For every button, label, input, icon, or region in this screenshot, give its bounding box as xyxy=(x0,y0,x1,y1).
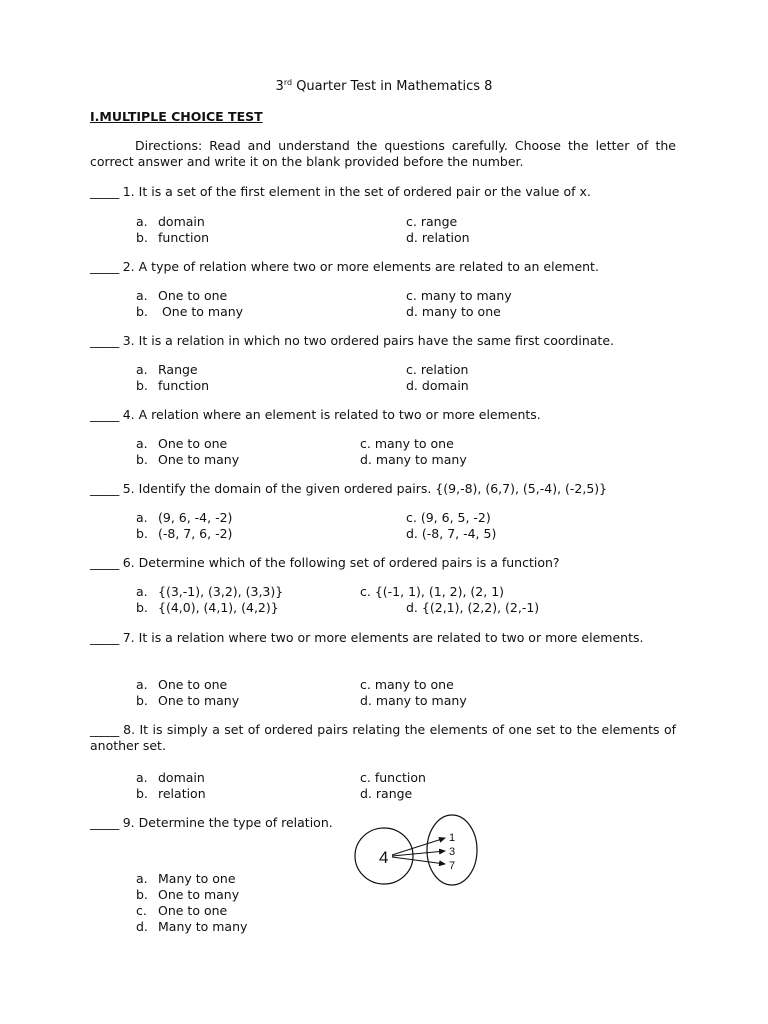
option-b: b. (-8, 7, 6, -2) xyxy=(136,526,233,541)
question-number: 8. xyxy=(123,722,136,737)
option-c: c. many to one xyxy=(360,677,454,692)
question-number: 1. xyxy=(122,184,135,199)
question-text: Identify the domain of the given ordered pairs. {(9,-8), (6,7), (5,-4), (-2,5)} xyxy=(138,481,608,496)
page-title xyxy=(0,79,768,95)
option-b: b. One to many xyxy=(136,304,244,319)
option-a: a. {(3,-1), (3,2), (3,3)} xyxy=(136,584,284,599)
directions-text: Directions: Read and understand the questions carefully. Choose the letter of the correct answer and write it on the blank provided before the number. xyxy=(90,138,676,169)
option-d: d. range xyxy=(360,786,413,801)
question-text: A relation where an element is related to two or more elements. xyxy=(138,407,541,422)
option-c: c. many to many xyxy=(406,288,512,303)
question-text: It is a set of the first element in the set of ordered pair or the value of x. xyxy=(138,184,591,199)
option-d: d. many to many xyxy=(360,452,467,467)
option-b: b. One to many xyxy=(136,693,240,708)
title-number: 3 xyxy=(275,79,284,94)
question-5 xyxy=(90,481,676,497)
answer-blank: _____ xyxy=(90,630,119,645)
answer-blank: _____ xyxy=(90,555,119,570)
question-number: 5. xyxy=(122,481,135,496)
option-d: d. (-8, 7, -4, 5) xyxy=(406,526,497,541)
option-a: a. (9, 6, -4, -2) xyxy=(136,510,233,525)
answer-blank: _____ xyxy=(90,481,119,496)
answer-blank: _____ xyxy=(90,407,119,422)
option-c: c. function xyxy=(360,770,426,785)
mapping-arrow xyxy=(392,857,445,864)
answer-blank: _____ xyxy=(90,815,119,830)
domain-element: 4 xyxy=(379,848,389,867)
range-element: 3 xyxy=(449,846,456,858)
option-b: b. function xyxy=(136,230,210,245)
option-a: a. domain xyxy=(136,214,205,229)
question-number: 6. xyxy=(122,555,135,570)
option-b: b. {(4,0), (4,1), (4,2)} xyxy=(136,600,279,615)
option-b: b. One to many xyxy=(136,452,240,467)
question-8 xyxy=(90,722,676,754)
option-a: a. One to one xyxy=(136,436,228,451)
answer-blank: _____ xyxy=(90,184,119,199)
question-number: 3. xyxy=(122,333,135,348)
option-c: c. many to one xyxy=(360,436,454,451)
question-text: Determine which of the following set of ordered pairs is a function? xyxy=(138,555,560,570)
question-9 xyxy=(90,815,360,831)
question-number: 9. xyxy=(122,815,135,830)
question-1 xyxy=(90,184,676,200)
answer-blank: _____ xyxy=(90,333,119,348)
question-7 xyxy=(90,630,676,646)
range-element: 1 xyxy=(449,832,456,844)
answer-blank: _____ xyxy=(90,722,119,737)
option-c: c. relation xyxy=(406,362,469,377)
question-2 xyxy=(90,259,676,275)
option-a: a. Many to one xyxy=(136,871,236,886)
option-d: d. relation xyxy=(406,230,470,245)
question-text: It is a relation where two or more elements are related to two or more elements. xyxy=(138,630,644,645)
option-b: b. One to many xyxy=(136,887,240,902)
option-c: c. (9, 6, 5, -2) xyxy=(406,510,491,525)
section-heading: I.MULTIPLE CHOICE TEST xyxy=(90,109,263,124)
option-b: b. function xyxy=(136,378,210,393)
option-d: d. many to many xyxy=(360,693,467,708)
option-c: c. range xyxy=(406,214,458,229)
question-number: 4. xyxy=(122,407,135,422)
question-3 xyxy=(90,333,676,349)
mapping-arrow xyxy=(392,838,445,855)
range-element: 7 xyxy=(449,860,456,872)
title-text: Quarter Test in Mathematics 8 xyxy=(292,79,493,94)
option-d: d. many to one xyxy=(406,304,501,319)
option-a: a. domain xyxy=(136,770,205,785)
option-a: a. One to one xyxy=(136,677,228,692)
option-d: d. domain xyxy=(406,378,469,393)
question-text: Determine the type of relation. xyxy=(138,815,333,830)
option-c: c. {(-1, 1), (1, 2), (2, 1) xyxy=(360,584,505,599)
question-text: A type of relation where two or more elements are related to an element. xyxy=(138,259,599,274)
question-4 xyxy=(90,407,676,423)
option-b: b. relation xyxy=(136,786,206,801)
relation-mapping-diagram xyxy=(352,814,482,890)
answer-blank: _____ xyxy=(90,259,119,274)
mapping-arrow xyxy=(392,851,445,856)
question-6 xyxy=(90,555,676,571)
option-d: d. {(2,1), (2,2), (2,-1) xyxy=(406,600,540,615)
option-a: a. Range xyxy=(136,362,198,377)
option-a: a. One to one xyxy=(136,288,228,303)
question-number: 7. xyxy=(122,630,135,645)
option-d: d. Many to many xyxy=(136,919,248,934)
question-text: It is simply a set of ordered pairs relating the elements of one set to the elements of another set. xyxy=(90,722,677,753)
option-c: c. One to one xyxy=(136,903,228,918)
question-number: 2. xyxy=(122,259,135,274)
title-superscript: rd xyxy=(283,78,293,87)
question-text: It is a relation in which no two ordered pairs have the same first coordinate. xyxy=(138,333,614,348)
